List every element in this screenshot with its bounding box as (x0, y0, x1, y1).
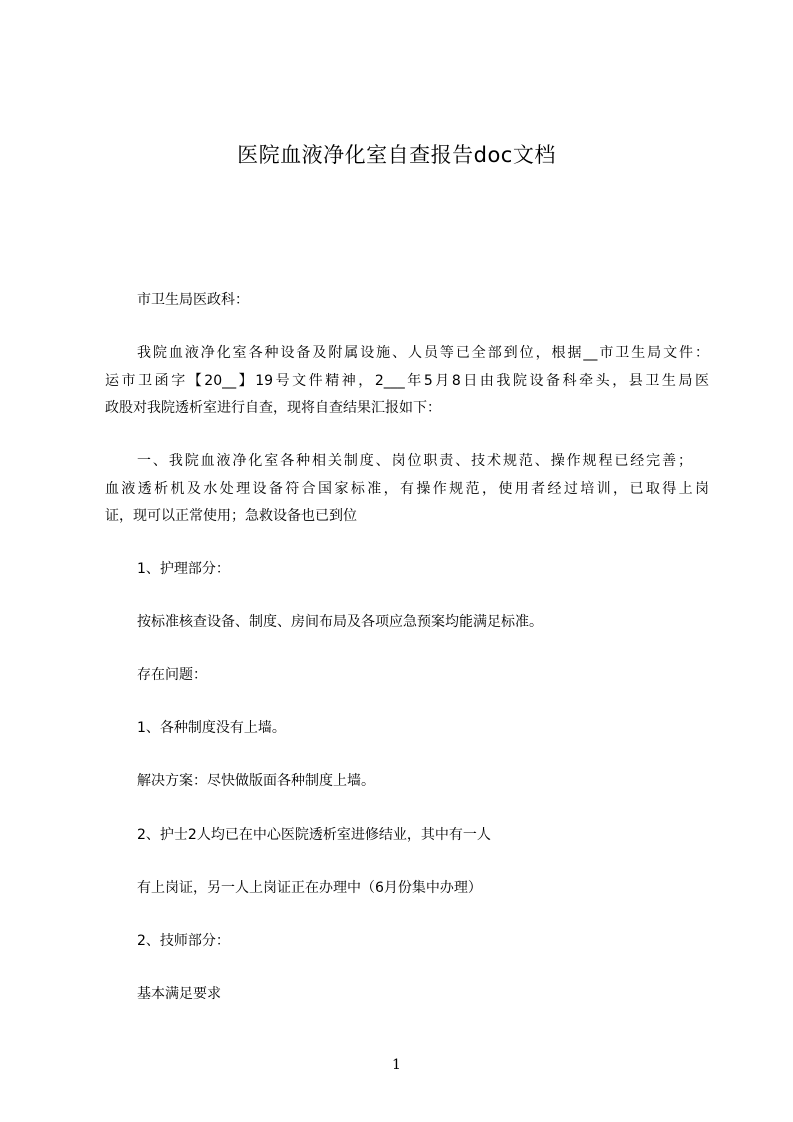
intro-line-2: 运市卫函字【20__】19号文件精神，2___年5月8日由我院设备科牵头，县卫生局医 (105, 373, 709, 389)
problem-2-line-1: 2、护士2人均已在中心医院透析室进修结业，其中有一人 (137, 827, 491, 843)
technician-heading: 2、技师部分： (137, 933, 230, 949)
intro-line-3: 政股对我院透析室进行自查，现将自查结果汇报如下： (105, 400, 441, 416)
section1-line-1: 一、我院血液净化室各种相关制度、岗位职责、技术规范、操作规程已经完善； (137, 453, 692, 469)
section1-line-3: 证，现可以正常使用；急救设备也已到位 (105, 508, 357, 524)
nursing-text: 按标准核查设备、制度、房间布局及各项应急预案均能满足标准。 (137, 614, 543, 630)
document-title: 医院血液净化室自查报告doc文档 (237, 143, 556, 167)
technician-text: 基本满足要求 (137, 986, 221, 1002)
page-number: 1 (392, 1057, 401, 1073)
problem-1: 1、各种制度没有上墙。 (137, 720, 286, 736)
solution-1: 解决方案：尽快做版面各种制度上墙。 (137, 773, 375, 789)
problems-heading: 存在问题： (137, 667, 207, 683)
section1-line-2: 血液透析机及水处理设备符合国家标准，有操作规范，使用者经过培训，已取得上岗 (105, 481, 709, 497)
nursing-heading: 1、护理部分： (137, 561, 230, 577)
problem-2-line-2: 有上岗证，另一人上岗证正在办理中（6月份集中办理） (137, 880, 482, 896)
salutation: 市卫生局医政科： (137, 292, 249, 308)
intro-line-1: 我院血液净化室各种设备及附属设施、人员等已全部到位，根据__市卫生局文件： (137, 345, 709, 361)
